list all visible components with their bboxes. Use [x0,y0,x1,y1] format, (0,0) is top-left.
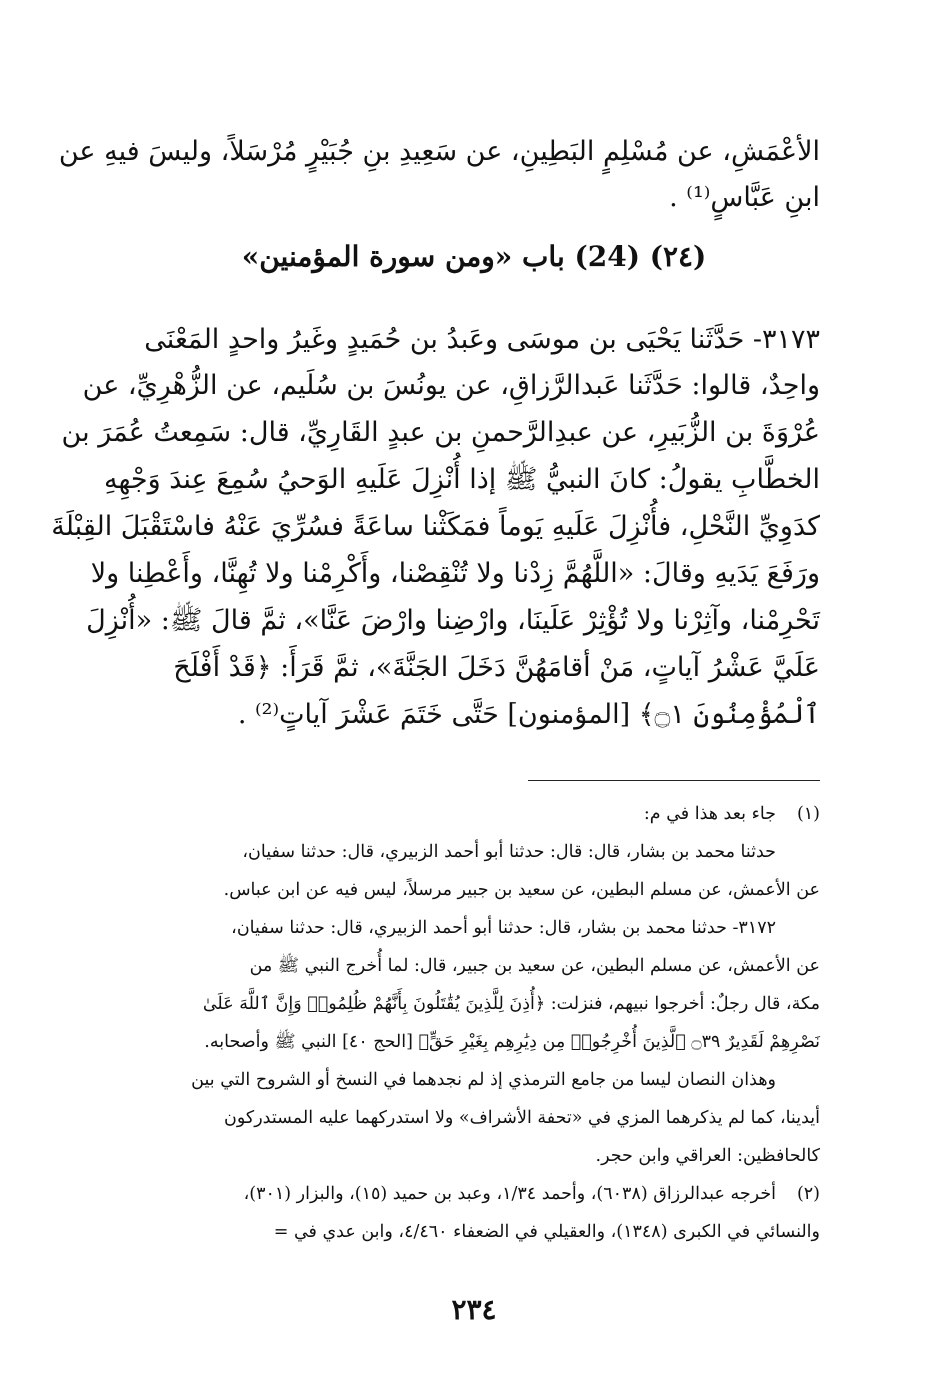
hadith-line: ٱلْمُؤْمِنُونَ ۝١﴾ [المؤمنون] حَتَّى خَتَمَ عَشْرَ آياتٍ⁽²⁾ . [237,699,820,730]
footnote-line: أخرجه عبدالرزاق (٦٠٣٨)، وأحمد ١/٣٤، وعبد بن حميد (١٥)، والبزار (٣٠١)، [243,1184,776,1204]
footnote-line: والنسائي في الكبرى (١٣٤٨)، والعقيلي في الضعفاء ٤/٤٦٠، وابن عدي في = [273,1222,820,1242]
footnote-line: حدثنا محمد بن بشار، قال: قال: حدثنا أبو أحمد الزبيري، قال: حدثنا سفيان، [242,842,776,862]
hadith-line: الخطَّابِ يقولُ: كانَ النبيُّ ﷺ إذا أُنْزِلَ عَلَيهِ الوَحيُ سُمِعَ عِندَ وَجْهِهِ [103,464,820,495]
hadith-line: ورَفَعَ يَدَيهِ وقالَ: «اللَّهُمَّ زِدْنا ولا تُنْقِصْنا، وأَكْرِمْنا ولا تُهِنَّا، وأَعْطِنا ولا [90,558,820,589]
hadith-line: عُرْوَةَ بن الزُّبَيرِ، عن عبدِالرَّحمنِ بن عبدٍ القَارِيِّ، قال: سَمِعتُ عُمَرَ بن [61,417,820,448]
footnote-line: عن الأعمش، عن مسلم البطين، عن سعيد بن جبير، قال: لما أُخرج النبي ﷺ من [249,956,820,976]
hadith-line: واحِدٌ، قالوا: حَدَّثَنا عَبدالرَّزاقِ، عن يونُسَ بن سُلَيم، عن الزُّهْرِيِّ، عن [82,370,820,401]
footnote-line: كالحافظين: العراقي وابن حجر. [595,1146,820,1166]
footnote-divider [528,780,820,781]
footnote-number: (١) [796,804,820,824]
hadith-line: ٣١٧٣- حَدَّثَنا يَحْيَى بن موسَى وعَبدُ بن حُمَيدٍ وغَيرُ واحدٍ المَعْنَى [144,324,820,355]
hadith-line: كدَوِيِّ النَّحْلِ، فأُنْزِلَ عَلَيهِ يَوماً فمَكَثْنا ساعَةً فسُرِّيَ عَنْهُ فاسْتَقْبَلَ القِبْلَةَ [51,511,820,542]
footnote-line: جاء بعد هذا في م: [643,804,776,824]
hadith-line: عَلَيَّ عَشْرُ آياتٍ، مَنْ أقامَهُنَّ دَخَلَ الجَنَّةَ»، ثمَّ قَرَأَ: ﴿قَدْ أَفْلَحَ [173,652,820,683]
footnote-line: وهذان النصان ليسا من جامع الترمذي إذ لم نجدهما في النسخ أو الشروح التي بين [191,1070,776,1090]
footnote-line: مكة، قال رجلٌ: أخرجوا نبيهم، فنزلت: ﴿أُذِنَ لِلَّذِينَ يُقَٰتَلُونَ بِأَنَّهُمْ ظُلِمُوا۟ وَإِنَّ ٱللَّهَ عَلَىٰ [202,994,820,1014]
footnote-line: ٣١٧٢- حدثنا محمد بن بشار، قال: حدثنا أبو أحمد الزبيري، قال: حدثنا سفيان، [231,918,776,938]
page-number: ٢٣٤ [451,1293,497,1326]
footnote-number: (٢) [796,1184,820,1204]
continuation-line-1: الأعْمَشِ، عن مُسْلِمٍ البَطِينِ، عن سَعِيدِ بنِ جُبَيْرٍ مُرْسَلاً، وليسَ فيهِ عن [58,136,820,167]
hadith-line: تَحْرِمْنا، وآثِرْنا ولا تُؤْثِرْ عَلَينَا، وارْضِنا وارْضَ عَنَّا»، ثمَّ قالَ ﷺ: «أُنْزِلَ [86,605,820,636]
footnote-line: عن الأعمش، عن مسلم البطين، عن سعيد بن جبير مرسلاً، ليس فيه عن ابن عباس. [223,880,820,900]
continuation-line-2: ابنِ عَبَّاسٍ⁽¹⁾ . [669,182,820,213]
footnote-line: أيدينا، كما لم يذكرهما المزي في «تحفة الأشراف» ولا استدركهما عليه المستدركون [224,1108,820,1128]
section-heading: (٢٤) (24) باب «ومن سورة المؤمنين» [241,240,707,273]
footnote-line: نَصْرِهِمْ لَقَدِيرٌ ۝٣٩ ٱلَّذِينَ أُخْرِجُوا۟ مِن دِيَٰرِهِم بِغَيْرِ حَقٍّ﴾ [الحج ٤٠] النبي ﷺ وأصحابه. [204,1032,820,1052]
